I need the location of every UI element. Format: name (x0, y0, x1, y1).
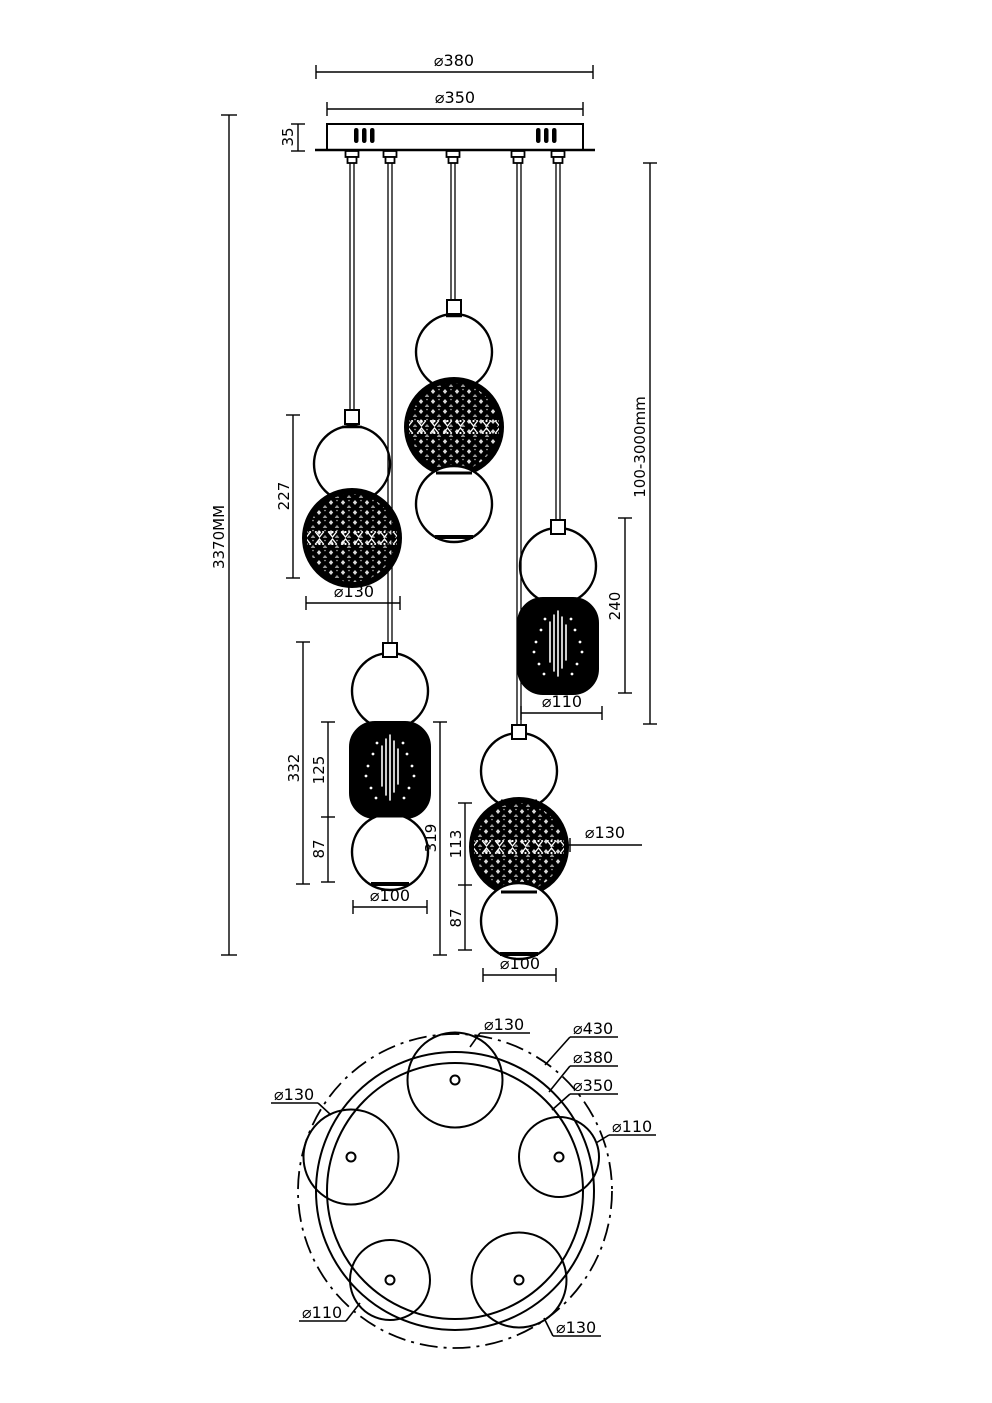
plan-label-bottom-right (544, 1318, 601, 1337)
dim-pendant1-diameter (306, 582, 400, 610)
cable-3 (451, 163, 455, 300)
dim-pendant4-ball-diameter (568, 823, 642, 852)
cable-2 (388, 163, 392, 643)
dim-label-canopy-inner: ⌀350 (434, 88, 476, 107)
plan-label-outer-ring-text: ⌀380 (573, 1048, 614, 1067)
plan-circle-dashed (298, 1034, 612, 1348)
elevation-view (210, 51, 657, 982)
dim-total-height (210, 115, 237, 955)
dim-label-cable-range: 100-3000mm (631, 396, 649, 498)
plan-ring-outer (316, 1052, 594, 1330)
dim-label-canopy-outer: ⌀380 (433, 51, 475, 70)
dim-pendant2-shade (310, 722, 335, 817)
cable-1 (350, 163, 354, 410)
plan-label-bottom-left-text: ⌀110 (302, 1303, 343, 1322)
dim-label-canopy-height: 35 (279, 127, 297, 147)
dim-label-pendant2-ball: 87 (310, 839, 328, 859)
plan-label-right (596, 1117, 656, 1143)
dim-pendant4-diameter (483, 954, 556, 982)
pendant-two-ball (303, 410, 401, 587)
dim-canopy-inner (327, 88, 583, 116)
plan-label-bottom-left (299, 1303, 360, 1322)
dim-label-pendant1-diameter: ⌀130 (333, 582, 375, 601)
plan-label-left (271, 1085, 331, 1115)
dim-cable-range (631, 163, 657, 724)
dim-label-pendant4-diameter: ⌀100 (499, 954, 541, 973)
dim-label-total-height: 3370MM (210, 504, 228, 570)
pendant-barrel-left (350, 643, 430, 890)
dim-pendant2-total (285, 642, 310, 884)
plan-ring-inner (327, 1063, 583, 1319)
plan-label-inner-ring (552, 1076, 618, 1110)
plan-label-top (470, 1015, 530, 1047)
dim-pendant5-height (606, 518, 632, 693)
dim-canopy-outer (316, 51, 593, 79)
plan-lamp-left (304, 1110, 399, 1205)
dim-label-pendant2-total: 332 (285, 753, 303, 783)
dim-pendant5-diameter (521, 692, 602, 720)
pendant-three-ball-low (470, 725, 568, 959)
cable-5 (556, 163, 560, 520)
dim-label-pendant4-mid: 113 (447, 829, 465, 859)
plan-view (271, 1015, 656, 1348)
dim-pendant1-height (275, 415, 300, 578)
vent-slots-left (354, 128, 375, 143)
dim-label-pendant2-diameter: ⌀100 (369, 886, 411, 905)
plan-label-dashed-text: ⌀430 (573, 1019, 614, 1038)
plan-label-bottom-right-text: ⌀130 (556, 1318, 597, 1337)
dim-label-pendant1-height: 227 (275, 481, 293, 511)
dim-pendant4-ball (447, 885, 472, 950)
dim-label-pendant5-diameter: ⌀110 (541, 692, 583, 711)
plan-label-top-text: ⌀130 (484, 1015, 525, 1034)
plan-lamp-top (408, 1033, 503, 1128)
plan-lamp-bottom-right (472, 1233, 567, 1328)
dim-pendant2-diameter (353, 886, 427, 914)
vent-slots-right (536, 128, 557, 143)
plan-label-inner-ring-text: ⌀350 (573, 1076, 614, 1095)
plan-lamp-right (519, 1117, 599, 1197)
pendant-three-ball-mid (405, 300, 503, 542)
pendant-barrel-right (518, 520, 598, 694)
dim-label-pendant4-ball: 87 (447, 908, 465, 928)
dim-label-pendant2-shade: 125 (310, 755, 328, 785)
dim-canopy-height (279, 124, 305, 151)
plan-label-left-text: ⌀130 (274, 1085, 315, 1104)
dim-label-pendant5-height: 240 (606, 591, 624, 621)
dim-label-pendant4-total: 319 (422, 823, 440, 853)
dim-pendant4-mid (447, 803, 472, 885)
plan-label-right-text: ⌀110 (612, 1117, 653, 1136)
dim-pendant2-ball (310, 817, 335, 882)
dim-label-pendant4-ball-diameter: ⌀130 (584, 823, 626, 842)
ceiling-canopy (315, 124, 595, 163)
